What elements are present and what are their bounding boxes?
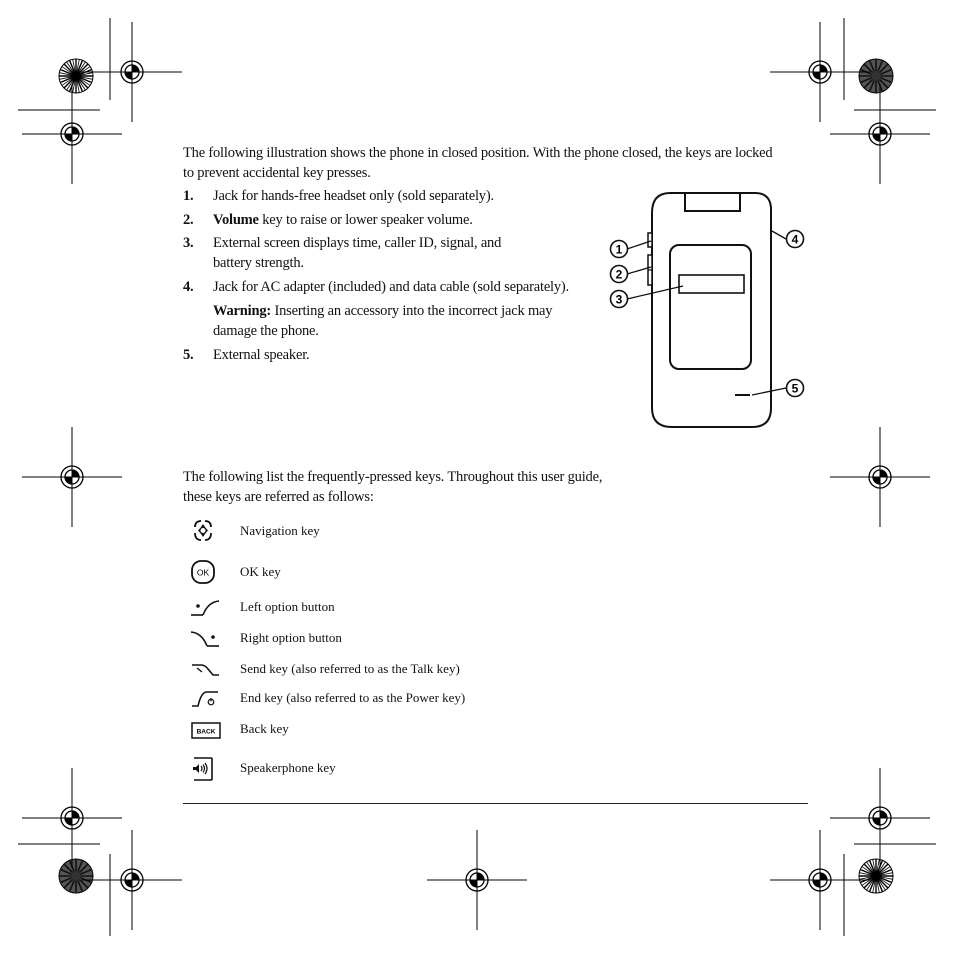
svg-text:2: 2 xyxy=(615,267,623,282)
navigation-key-icon xyxy=(190,518,216,544)
svg-text:4: 4 xyxy=(791,232,799,247)
right-option-icon xyxy=(190,629,220,651)
external-display xyxy=(679,275,744,293)
keys-intro-line-1: The following list the frequently-pressed keys. Throughout this user guide, xyxy=(183,469,603,485)
key-label: Back key xyxy=(240,721,289,736)
volume-term: Volume xyxy=(213,212,259,228)
speakerphone-key-icon xyxy=(190,756,218,784)
svg-text:OK: OK xyxy=(196,567,210,578)
item-text: External speaker. xyxy=(213,347,310,363)
callout-4 xyxy=(785,229,805,249)
callout-1 xyxy=(609,239,629,259)
key-label: Navigation key xyxy=(240,523,320,538)
key-label: Speakerphone key xyxy=(240,760,336,775)
ok-key-icon xyxy=(190,559,216,585)
keys-intro-paragraph xyxy=(183,468,602,507)
item-number: 1. xyxy=(183,188,194,204)
svg-text:3: 3 xyxy=(615,292,623,307)
item-number: 5. xyxy=(183,347,194,363)
keys-intro-line-2: these keys are referred as follows: xyxy=(183,488,374,505)
key-label: End key (also referred to as the Power key) xyxy=(240,690,466,705)
callout-3 xyxy=(609,289,629,309)
svg-text:5: 5 xyxy=(791,381,799,396)
item-text: Jack for hands-free headset only (sold separately). xyxy=(213,188,494,204)
key-label: Right option button xyxy=(240,630,342,645)
hinge-tab xyxy=(685,193,740,211)
external-screen-frame xyxy=(670,245,751,369)
warning-label: Warning: xyxy=(213,303,272,319)
key-label: Send key (also referred to as the Talk key) xyxy=(240,661,460,676)
intro-line-2: to prevent accidental key presses. xyxy=(183,164,371,181)
intro-line-1: The following illustration shows the phone in closed position. With the phone closed, the keys are locked xyxy=(183,145,773,161)
item-text: External screen displays time, caller ID, signal, and battery strength. xyxy=(213,235,502,271)
footer-rule xyxy=(183,803,808,804)
back-key-icon xyxy=(190,720,222,740)
item-number: 4. xyxy=(183,279,194,295)
svg-text:1: 1 xyxy=(615,242,623,257)
key-label: Left option button xyxy=(240,599,335,614)
callout-5 xyxy=(785,378,805,398)
headset-jack xyxy=(648,233,652,247)
send-key-icon xyxy=(190,660,220,682)
left-option-icon xyxy=(190,598,220,620)
item-number: 2. xyxy=(183,212,194,228)
item-text: Volume key to raise or lower speaker volume. xyxy=(213,212,473,228)
callout-2 xyxy=(609,264,629,284)
end-key-icon xyxy=(190,689,220,711)
item-text: Jack for AC adapter (included) and data cable (sold separately). xyxy=(213,279,569,295)
svg-text:BACK: BACK xyxy=(196,728,216,736)
item-number: 3. xyxy=(183,235,194,251)
key-label: OK key xyxy=(240,564,281,579)
